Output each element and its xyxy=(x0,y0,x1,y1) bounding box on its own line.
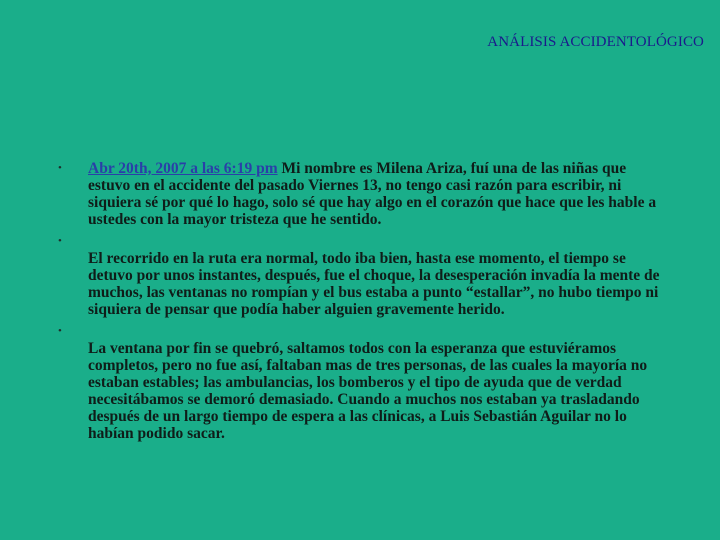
slide-title: ANÁLISIS ACCIDENTOLÓGICO xyxy=(487,34,704,50)
bullet-item-1 xyxy=(56,160,666,228)
bullet-item-2 xyxy=(56,233,666,318)
bullet-text: Mi nombre es Milena Ariza, fuí una de las niñas que estuvo en el accidente del pasado Viernes 13, no tengo casi razón para escribir, ni siquiera sé por qué lo hago, solo sé que hay algo en el corazón que hace que les hable a ustedes con la mayor tristeza que he sentido. xyxy=(88,160,657,228)
bullet-text: El recorrido en la ruta era normal, todo iba bien, hasta ese momento, el tiempo se detuvo por unos instantes, después, fue el choque, la desesperación invadía la mente de muchos, las ventanas no rompían y el bus estaba a punto “estallar”, no hubo tiempo ni siquiera de pensar que podía haber alguien gravemente herido. xyxy=(88,250,660,318)
bullet-dot-icon: • xyxy=(58,235,62,247)
bullet-dot-icon: • xyxy=(58,325,62,337)
bullet-dot-icon: • xyxy=(58,162,62,174)
bullet-text: La ventana por fin se quebró, saltamos todos con la esperanza que estuviéramos completos, pero no fue así, faltaban mas de tres personas, de las cuales la mayoría no estaban estables; las ambulancias, los bomberos y el tipo de ayuda que de verdad necesitábamos se demoró demasiado. Cuando a muchos nos estaban ya trasladando después de un largo tiempo de espera a las clínicas, a Luis Sebastián Aguilar no lo habían podido sacar. xyxy=(88,340,648,442)
post-date-link[interactable]: Abr 20th, 2007 a las 6:19 pm xyxy=(88,160,278,177)
bullet-item-3 xyxy=(56,323,666,442)
bullet-list xyxy=(56,160,666,442)
